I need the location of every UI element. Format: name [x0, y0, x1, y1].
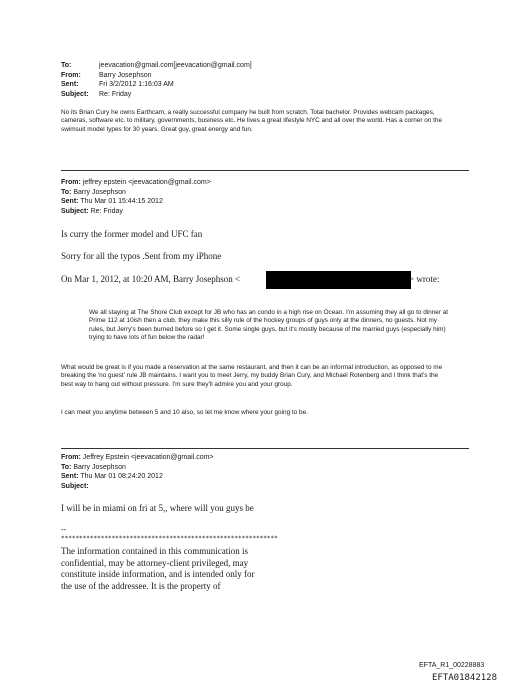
- bates-number-2: EFTA01842128: [432, 673, 498, 683]
- email3-to: Barry Josephson: [73, 463, 126, 471]
- email2-quote-intro-end: > wrote:: [409, 274, 440, 284]
- email2-quote-p3: I can meet you anytime between 5 and 10 also, so let me know where your going to be.: [61, 409, 308, 416]
- signature-dash: --: [61, 525, 67, 534]
- email3-sent: Thu Mar 01 08:24:20 2012: [80, 473, 163, 480]
- email1-subject-row: Subject: Re: Friday: [61, 90, 132, 98]
- email3-from: Jeffrey Epstein <jeevacation@gmail.com>: [82, 454, 214, 461]
- disclaimer: [61, 546, 254, 592]
- email3-from-row: From: Jeffrey Epstein <jeevacation@gmail.com>: [61, 454, 214, 461]
- email2-from-row: From: jeffrey epstein <jeevacation@gmail.com>: [61, 179, 211, 186]
- email1-sent-row: Sent: Fri 3/2/2012 1:16:03 AM: [61, 81, 174, 88]
- divider-2: [61, 448, 469, 449]
- email1-to-row: To: jeevacation@gmail.com[jeevacation@gmail.com]: [61, 62, 252, 69]
- disclaimer-line: the use of the addressee. It is the property of: [61, 580, 221, 591]
- email1-from-row: From: Barry Josephson: [61, 71, 152, 79]
- disclaimer-line: constitute inside information, and is intended only for: [61, 569, 255, 579]
- disclaimer-line: The information contained in this communication is: [61, 546, 248, 556]
- email2-quote-p1: We all staying at The Shore Club except for JB who has an condo in a high rise on Ocean. I'm assuming they all go to dinner at Prime 112 at 10ish then a club. they make this silly rule of the hockey groups of guys only at the dinners, no guests. Not my rules, but Jerry's been burned before so I get it. Some single guys, but it's mostly because of the married guys (especially him) trying to have lots of fun below the radar!: [89, 309, 449, 342]
- email3-subject-row: Subject:: [61, 482, 89, 490]
- email3-sent-row: Sent: Thu Mar 01 08:24:20 2012: [61, 473, 163, 480]
- email2-sent: Thu Mar 01 15:44:15 2012: [80, 198, 163, 205]
- email3-to-row: To: Barry Josephson: [61, 463, 126, 471]
- email1-body: No its Brian Cury he owns Earthcam, a really successful company he built from scratch. Total bachelor. Provides webcam packages, cameras, software etc. to military, governments, business etc. He lives a great lifestyle NYC and all over the world. Has a corner on the swimsuit model types for 30 years. Great guy, great energy and fun.: [61, 109, 442, 133]
- email2-header: [61, 178, 461, 216]
- email2-from: jeffrey epstein <jeevacation@gmail.com>: [82, 179, 211, 186]
- email1-to: jeevacation@gmail.com[jeevacation@gmail.com]: [99, 62, 252, 69]
- email1-from: Barry Josephson: [99, 71, 152, 79]
- email2-subject-row: Subject: Re: Friday: [61, 207, 123, 215]
- bates-number-1: EFTA_R1_00228883: [419, 662, 485, 669]
- email2-line1: Is curry the former model and UFC fan: [61, 229, 203, 239]
- disclaimer-line: confidential, may be attorney-client privileged, may: [61, 557, 249, 568]
- signature-stars: ************************************************************: [61, 535, 278, 542]
- email2-line2: Sorry for all the typos .Sent from my iPhone: [61, 251, 222, 261]
- redaction-box: [266, 271, 411, 289]
- email2-to-row: To: Barry Josephson: [61, 188, 126, 196]
- divider-1: [61, 170, 469, 171]
- email3-header: [61, 453, 461, 491]
- email3-body: I will be in miami on fri at 5,, where will you guys be: [61, 503, 254, 513]
- email2-quote-p2: What would be great is if you made a reservation at the same restaurant, and then it can be an informal introduction, as opposed to me breaking the 'no guest' rule JB maintains. I want you to meet Jerry, my buddy Brian Cury, and Michael Rotenberg and I think that's the best way to hang out without pressure. I'm sure they'll admire you and your group.: [61, 364, 443, 388]
- email2-sent-row: Sent: Thu Mar 01 15:44:15 2012: [61, 198, 163, 205]
- email1-subject: Re: Friday: [99, 90, 132, 98]
- email1-sent: Fri 3/2/2012 1:16:03 AM: [99, 81, 174, 88]
- email2-to: Barry Josephson: [73, 188, 126, 196]
- email2-subject: Re: Friday: [90, 207, 123, 215]
- email1-header: [61, 61, 461, 99]
- email2-quote-intro: On Mar 1, 2012, at 10:20 AM, Barry Josephson <: [61, 274, 241, 284]
